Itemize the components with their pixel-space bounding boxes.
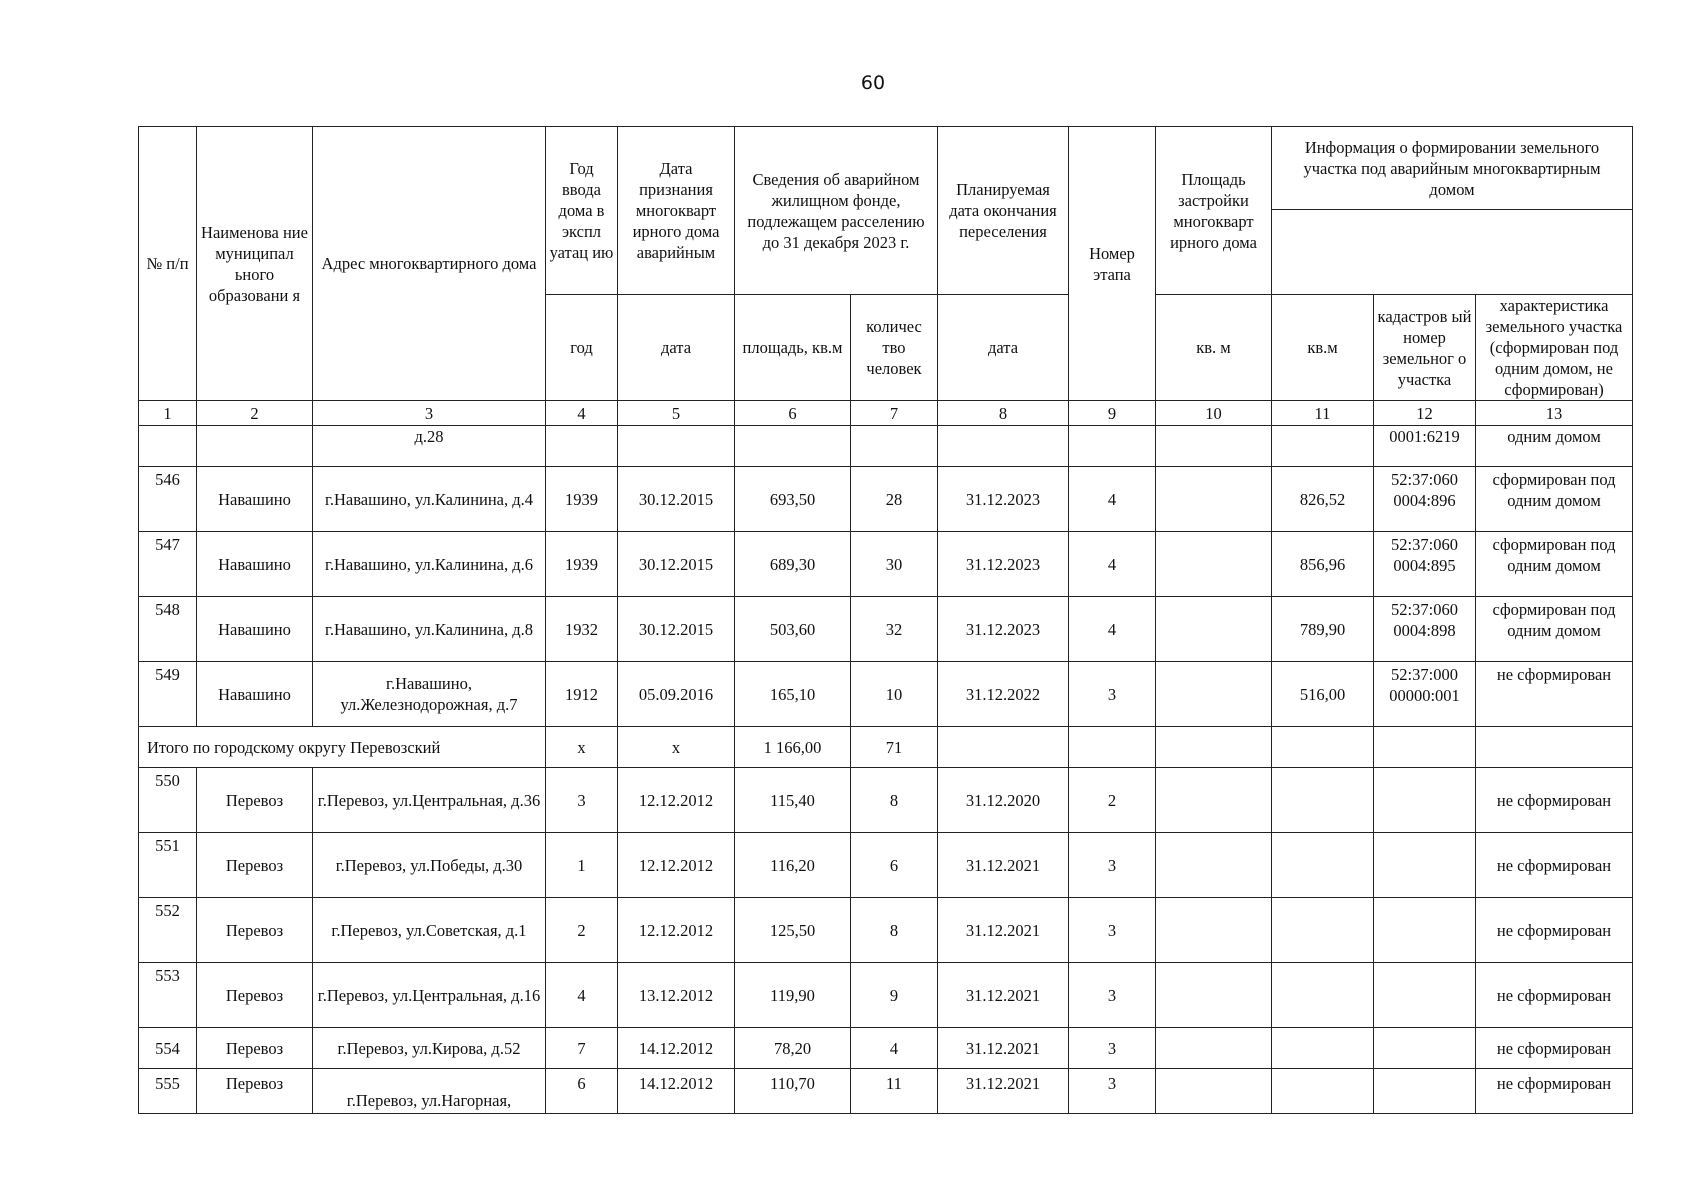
cell-date-recognized: 05.09.2016 — [618, 662, 735, 727]
cell-address: г.Перевоз, ул.Центральная, д.36 — [313, 768, 546, 833]
cell-municipality: Перевоз — [197, 1028, 313, 1069]
table-row — [139, 597, 1633, 662]
header-unit-year: год — [546, 295, 618, 401]
cell-num: 547 — [139, 532, 197, 597]
cell-municipality: Навашино — [197, 597, 313, 662]
cell-build-area — [1156, 532, 1272, 597]
cell-people: 9 — [851, 963, 938, 1028]
cell-year: 1 — [546, 833, 618, 898]
cell-build-area — [1156, 1028, 1272, 1069]
cell-municipality: Навашино — [197, 467, 313, 532]
cell-cadastral: 52:37:060 0004:896 — [1374, 467, 1476, 532]
cell-num: 555 — [139, 1069, 197, 1114]
cell-people: 11 — [851, 1069, 938, 1114]
cell-area: 115,40 — [735, 768, 851, 833]
cell-year: 1939 — [546, 532, 618, 597]
cell-area: 503,60 — [735, 597, 851, 662]
cell-area: 119,90 — [735, 963, 851, 1028]
cell-area: 78,20 — [735, 1028, 851, 1069]
cell-year: 1912 — [546, 662, 618, 727]
cell-municipality: Перевоз — [197, 963, 313, 1028]
cell-address: г.Навашино, ул.Калинина, д.6 — [313, 532, 546, 597]
cell-characteristic: не сформирован — [1476, 833, 1633, 898]
cell-planned-date: 31.12.2021 — [938, 1028, 1069, 1069]
cell-date-recognized: 14.12.2012 — [618, 1069, 735, 1114]
cell-planned-date: 31.12.2023 — [938, 597, 1069, 662]
column-number: 12 — [1374, 401, 1476, 426]
column-number: 4 — [546, 401, 618, 426]
cell-stage: 3 — [1069, 1028, 1156, 1069]
header-unit-people: количес тво человек — [851, 295, 938, 401]
cell-num: 549 — [139, 662, 197, 727]
cell-people: 32 — [851, 597, 938, 662]
cell-year: 1932 — [546, 597, 618, 662]
cell-municipality: Перевоз — [197, 768, 313, 833]
cell-num: 546 — [139, 467, 197, 532]
emergency-housing-table — [138, 126, 1633, 1114]
cell-area: 165,10 — [735, 662, 851, 727]
cell-cadastral — [1374, 768, 1476, 833]
cell-num: 550 — [139, 768, 197, 833]
cell-cadastral — [1374, 1028, 1476, 1069]
cell-cadastral — [1374, 898, 1476, 963]
cell-land-area: 516,00 — [1272, 662, 1374, 727]
cell-build-area — [1156, 1069, 1272, 1114]
cell-year: 4 — [546, 963, 618, 1028]
cell-land-area — [1272, 768, 1374, 833]
cell-cadastral: 52:37:060 0004:898 — [1374, 597, 1476, 662]
cell-land-area — [1272, 833, 1374, 898]
table-row — [139, 898, 1633, 963]
cell-num: 551 — [139, 833, 197, 898]
cell-people: 10 — [851, 662, 938, 727]
cell-cadastral — [1374, 1069, 1476, 1114]
cell-planned-date: 31.12.2021 — [938, 963, 1069, 1028]
cell-date-recognized: 12.12.2012 — [618, 833, 735, 898]
cell-build-area — [1156, 963, 1272, 1028]
cell-planned-date: 31.12.2022 — [938, 662, 1069, 727]
cell-stage: 4 — [1069, 532, 1156, 597]
column-number: 8 — [938, 401, 1069, 426]
header-unit-land-area: кв.м — [1272, 295, 1374, 401]
table-row — [139, 963, 1633, 1028]
cell-area: 125,50 — [735, 898, 851, 963]
cell-municipality: Перевоз — [197, 898, 313, 963]
column-numbers-row — [139, 401, 1633, 426]
cell-characteristic: не сформирован — [1476, 1069, 1633, 1114]
cell-land-area — [1272, 898, 1374, 963]
cell-num: 552 — [139, 898, 197, 963]
cell-municipality: Навашино — [197, 532, 313, 597]
cell-num: 553 — [139, 963, 197, 1028]
column-number: 9 — [1069, 401, 1156, 426]
header-num: № п/п — [139, 127, 197, 401]
header-cadastral: кадастров ый номер земельног о участка — [1374, 295, 1476, 401]
cell-characteristic: не сформирован — [1476, 768, 1633, 833]
cell-land-area: 826,52 — [1272, 467, 1374, 532]
header-address: Адрес многоквартирного дома — [313, 127, 546, 401]
cell-build-area — [1156, 768, 1272, 833]
cell-date-recognized: 14.12.2012 — [618, 1028, 735, 1069]
cell-address: г.Перевоз, ул.Кирова, д.52 — [313, 1028, 546, 1069]
column-number: 11 — [1272, 401, 1374, 426]
cell-stage: 3 — [1069, 662, 1156, 727]
column-number: 3 — [313, 401, 546, 426]
cell-land-area: 789,90 — [1272, 597, 1374, 662]
cell-characteristic: не сформирован — [1476, 963, 1633, 1028]
column-number: 7 — [851, 401, 938, 426]
cell-year: 7 — [546, 1028, 618, 1069]
column-number: 1 — [139, 401, 197, 426]
cell-address: г.Навашино, ул.Калинина, д.8 — [313, 597, 546, 662]
subtotal-year: x — [546, 727, 618, 768]
header-stage: Номер этапа — [1069, 127, 1156, 401]
cell-land-area — [1272, 1028, 1374, 1069]
rows-perevoz — [139, 768, 1633, 1114]
cell-planned-date: 31.12.2020 — [938, 768, 1069, 833]
header-row-1 — [139, 127, 1633, 295]
header-date-recognized: Дата признания многокварт ирного дома аварийным — [618, 127, 735, 295]
header-land-info: Информация о формировании земельного участка под аварийным многоквартирным домом — [1272, 127, 1632, 210]
cell-build-area — [1156, 597, 1272, 662]
header-unit-date: дата — [618, 295, 735, 401]
cell-stage: 3 — [1069, 833, 1156, 898]
cell-land-area: 856,96 — [1272, 532, 1374, 597]
cell-address: г.Перевоз, ул.Победы, д.30 — [313, 833, 546, 898]
cell-characteristic: сформирован под одним домом — [1476, 532, 1633, 597]
cell-cadastral: 52:37:060 0004:895 — [1374, 532, 1476, 597]
cell-people: 30 — [851, 532, 938, 597]
cell-characteristic: не сформирован — [1476, 662, 1633, 727]
column-number: 5 — [618, 401, 735, 426]
subtotal-row — [139, 727, 1633, 768]
cell-address: г.Перевоз, ул.Центральная, д.16 — [313, 963, 546, 1028]
page-number: 60 — [860, 72, 886, 94]
header-unit-build-area: кв. м — [1156, 295, 1272, 401]
cell-cadastral: 0001:6219 — [1374, 426, 1476, 467]
table-row-continuation — [139, 426, 1633, 467]
header-characteristic: характеристика земельного участка (сформирован под одним домом, не сформирован) — [1476, 295, 1633, 401]
header-unit-planned-date: дата — [938, 295, 1069, 401]
cell-year: 6 — [546, 1069, 618, 1114]
header-municipality: Наименова ние муниципал ьного образовани я — [197, 127, 313, 401]
cell-year: 3 — [546, 768, 618, 833]
cell-stage: 4 — [1069, 467, 1156, 532]
cell-area: 689,30 — [735, 532, 851, 597]
cell-characteristic: не сформирован — [1476, 898, 1633, 963]
cell-characteristic: одним домом — [1476, 426, 1633, 467]
cell-num: 548 — [139, 597, 197, 662]
table-row — [139, 1028, 1633, 1069]
cell-address: д.28 — [313, 426, 546, 467]
cell-planned-date: 31.12.2023 — [938, 532, 1069, 597]
column-number: 13 — [1476, 401, 1633, 426]
cell-build-area — [1156, 833, 1272, 898]
cell-planned-date: 31.12.2021 — [938, 1069, 1069, 1114]
header-land-group — [1272, 127, 1633, 295]
cell-stage: 4 — [1069, 597, 1156, 662]
column-number: 2 — [197, 401, 313, 426]
table-row — [139, 833, 1633, 898]
column-number: 10 — [1156, 401, 1272, 426]
cell-stage: 3 — [1069, 898, 1156, 963]
cell-stage: 2 — [1069, 768, 1156, 833]
cell-land-area — [1272, 963, 1374, 1028]
cell-build-area — [1156, 662, 1272, 727]
cell-date-recognized: 30.12.2015 — [618, 532, 735, 597]
subtotal-area: 1 166,00 — [735, 727, 851, 768]
table-row — [139, 1069, 1633, 1114]
subtotal-label: Итого по городскому округу Перевозский — [139, 727, 546, 768]
cell-date-recognized: 30.12.2015 — [618, 597, 735, 662]
cell-num: 554 — [139, 1028, 197, 1069]
cell-people: 8 — [851, 768, 938, 833]
subtotal-people: 71 — [851, 727, 938, 768]
header-unit-area: площадь, кв.м — [735, 295, 851, 401]
cell-build-area — [1156, 898, 1272, 963]
cell-people: 28 — [851, 467, 938, 532]
cell-stage: 3 — [1069, 963, 1156, 1028]
header-planned-date: Планируемая дата окончания переселения — [938, 127, 1069, 295]
cell-date-recognized: 12.12.2012 — [618, 768, 735, 833]
cell-year: 2 — [546, 898, 618, 963]
cell-municipality: Перевоз — [197, 833, 313, 898]
cell-land-area — [1272, 1069, 1374, 1114]
cell-address: г.Перевоз, ул.Нагорная, — [313, 1069, 546, 1114]
cell-cadastral: 52:37:000 00000:001 — [1374, 662, 1476, 727]
cell-planned-date: 31.12.2021 — [938, 898, 1069, 963]
cell-address: г.Перевоз, ул.Советская, д.1 — [313, 898, 546, 963]
cell-people: 6 — [851, 833, 938, 898]
cell-people: 4 — [851, 1028, 938, 1069]
cell-municipality: Навашино — [197, 662, 313, 727]
cell-area: 693,50 — [735, 467, 851, 532]
cell-municipality: Перевоз — [197, 1069, 313, 1114]
cell-address: г.Навашино, ул.Железнодорожная, д.7 — [313, 662, 546, 727]
table-row — [139, 662, 1633, 727]
cell-area: 110,70 — [735, 1069, 851, 1114]
cell-planned-date: 31.12.2021 — [938, 833, 1069, 898]
cell-date-recognized: 13.12.2012 — [618, 963, 735, 1028]
cell-characteristic: сформирован под одним домом — [1476, 467, 1633, 532]
rows-navashino — [139, 467, 1633, 727]
cell-area: 116,20 — [735, 833, 851, 898]
column-number: 6 — [735, 401, 851, 426]
subtotal-date: x — [618, 727, 735, 768]
table-row — [139, 532, 1633, 597]
cell-date-recognized: 30.12.2015 — [618, 467, 735, 532]
cell-address: г.Навашино, ул.Калинина, д.4 — [313, 467, 546, 532]
cell-planned-date: 31.12.2023 — [938, 467, 1069, 532]
table-row — [139, 467, 1633, 532]
header-housing-info: Сведения об аварийном жилищном фонде, подлежащем расселению до 31 декабря 2023 г. — [735, 127, 938, 295]
cell-characteristic: не сформирован — [1476, 1028, 1633, 1069]
table-row — [139, 768, 1633, 833]
cell-date-recognized: 12.12.2012 — [618, 898, 735, 963]
header-year: Год ввода дома в экспл уатац ию — [546, 127, 618, 295]
header-build-area: Площадь застройки многокварт ирного дома — [1156, 127, 1272, 295]
cell-build-area — [1156, 467, 1272, 532]
cell-characteristic: сформирован под одним домом — [1476, 597, 1633, 662]
cell-year: 1939 — [546, 467, 618, 532]
cell-cadastral — [1374, 963, 1476, 1028]
cell-stage: 3 — [1069, 1069, 1156, 1114]
cell-people: 8 — [851, 898, 938, 963]
cell-cadastral — [1374, 833, 1476, 898]
